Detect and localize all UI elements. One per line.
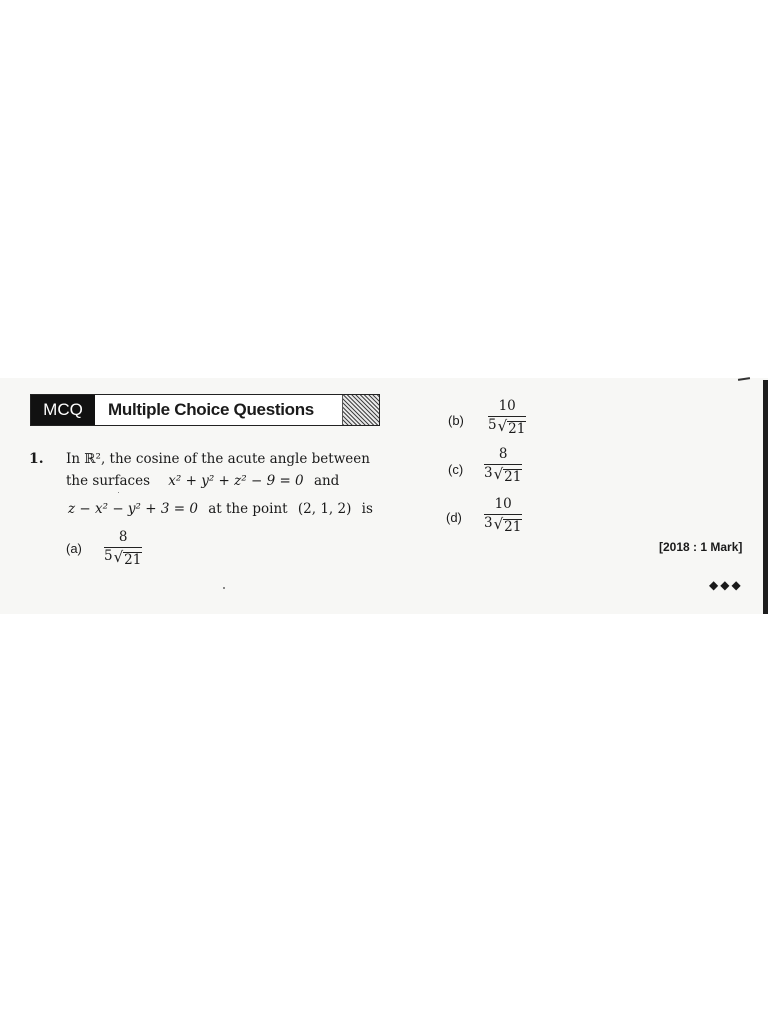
option-b-denominator [488, 418, 526, 437]
option-d-coefficient: 3 [484, 514, 493, 531]
source-year-mark: [2018 : 1 Mark] [659, 540, 743, 554]
surface-equation-1: x² + y² + z² − 9 = 0 [168, 473, 304, 489]
option-c-fraction [484, 447, 522, 485]
question-line-2 [66, 473, 339, 489]
option-a-coefficient: 5 [104, 547, 113, 564]
question-line-3 [68, 501, 373, 517]
hatch-decoration [342, 395, 379, 425]
question-line-2-prefix: the surfaces [66, 473, 150, 489]
page-edge [763, 380, 768, 614]
option-a-fraction [104, 530, 142, 568]
square-root-icon: √ [493, 464, 504, 483]
square-root-icon: √ [113, 547, 124, 566]
option-b-fraction [488, 399, 526, 437]
square-root-icon: √ [493, 514, 504, 533]
print-speck [223, 587, 225, 589]
question-line-2-suffix: and [313, 473, 340, 489]
option-d-numerator: 10 [494, 496, 512, 512]
option-c-denominator [484, 466, 522, 485]
option-a-radicand: 21 [124, 551, 142, 568]
print-speck [118, 492, 119, 493]
option-a-label: (a) [66, 541, 82, 556]
point-coordinates: (2, 1, 2) [297, 501, 352, 517]
option-d-fraction [484, 497, 522, 535]
option-a-numerator: 8 [118, 529, 128, 545]
option-b-numerator: 10 [498, 398, 516, 414]
question-line-1: In ℝ², the cosine of the acute angle between [66, 451, 370, 467]
question-number: 1. [29, 451, 44, 467]
surface-equation-2: z − x² − y² + 3 = 0 [68, 501, 198, 517]
mcq-tag: MCQ [31, 395, 95, 425]
section-banner [30, 394, 380, 426]
option-b-coefficient: 5 [488, 416, 497, 433]
option-d-radicand: 21 [504, 518, 522, 535]
option-b-radicand: 21 [508, 420, 526, 437]
option-a-denominator [104, 549, 142, 568]
square-root-icon: √ [497, 416, 508, 435]
option-d-denominator [484, 516, 522, 535]
section-title: Multiple Choice Questions [108, 400, 314, 419]
option-c-numerator: 8 [498, 446, 508, 462]
option-b-label: (b) [448, 413, 464, 428]
end-diamonds: ◆◆◆ [709, 578, 743, 592]
option-c-label: (c) [448, 462, 464, 477]
question-line-3-text: at the point [208, 501, 288, 517]
question-line-3-suffix: is [361, 501, 373, 517]
option-c-radicand: 21 [504, 468, 522, 485]
option-c-coefficient: 3 [484, 464, 493, 481]
option-d-label: (d) [446, 510, 462, 525]
